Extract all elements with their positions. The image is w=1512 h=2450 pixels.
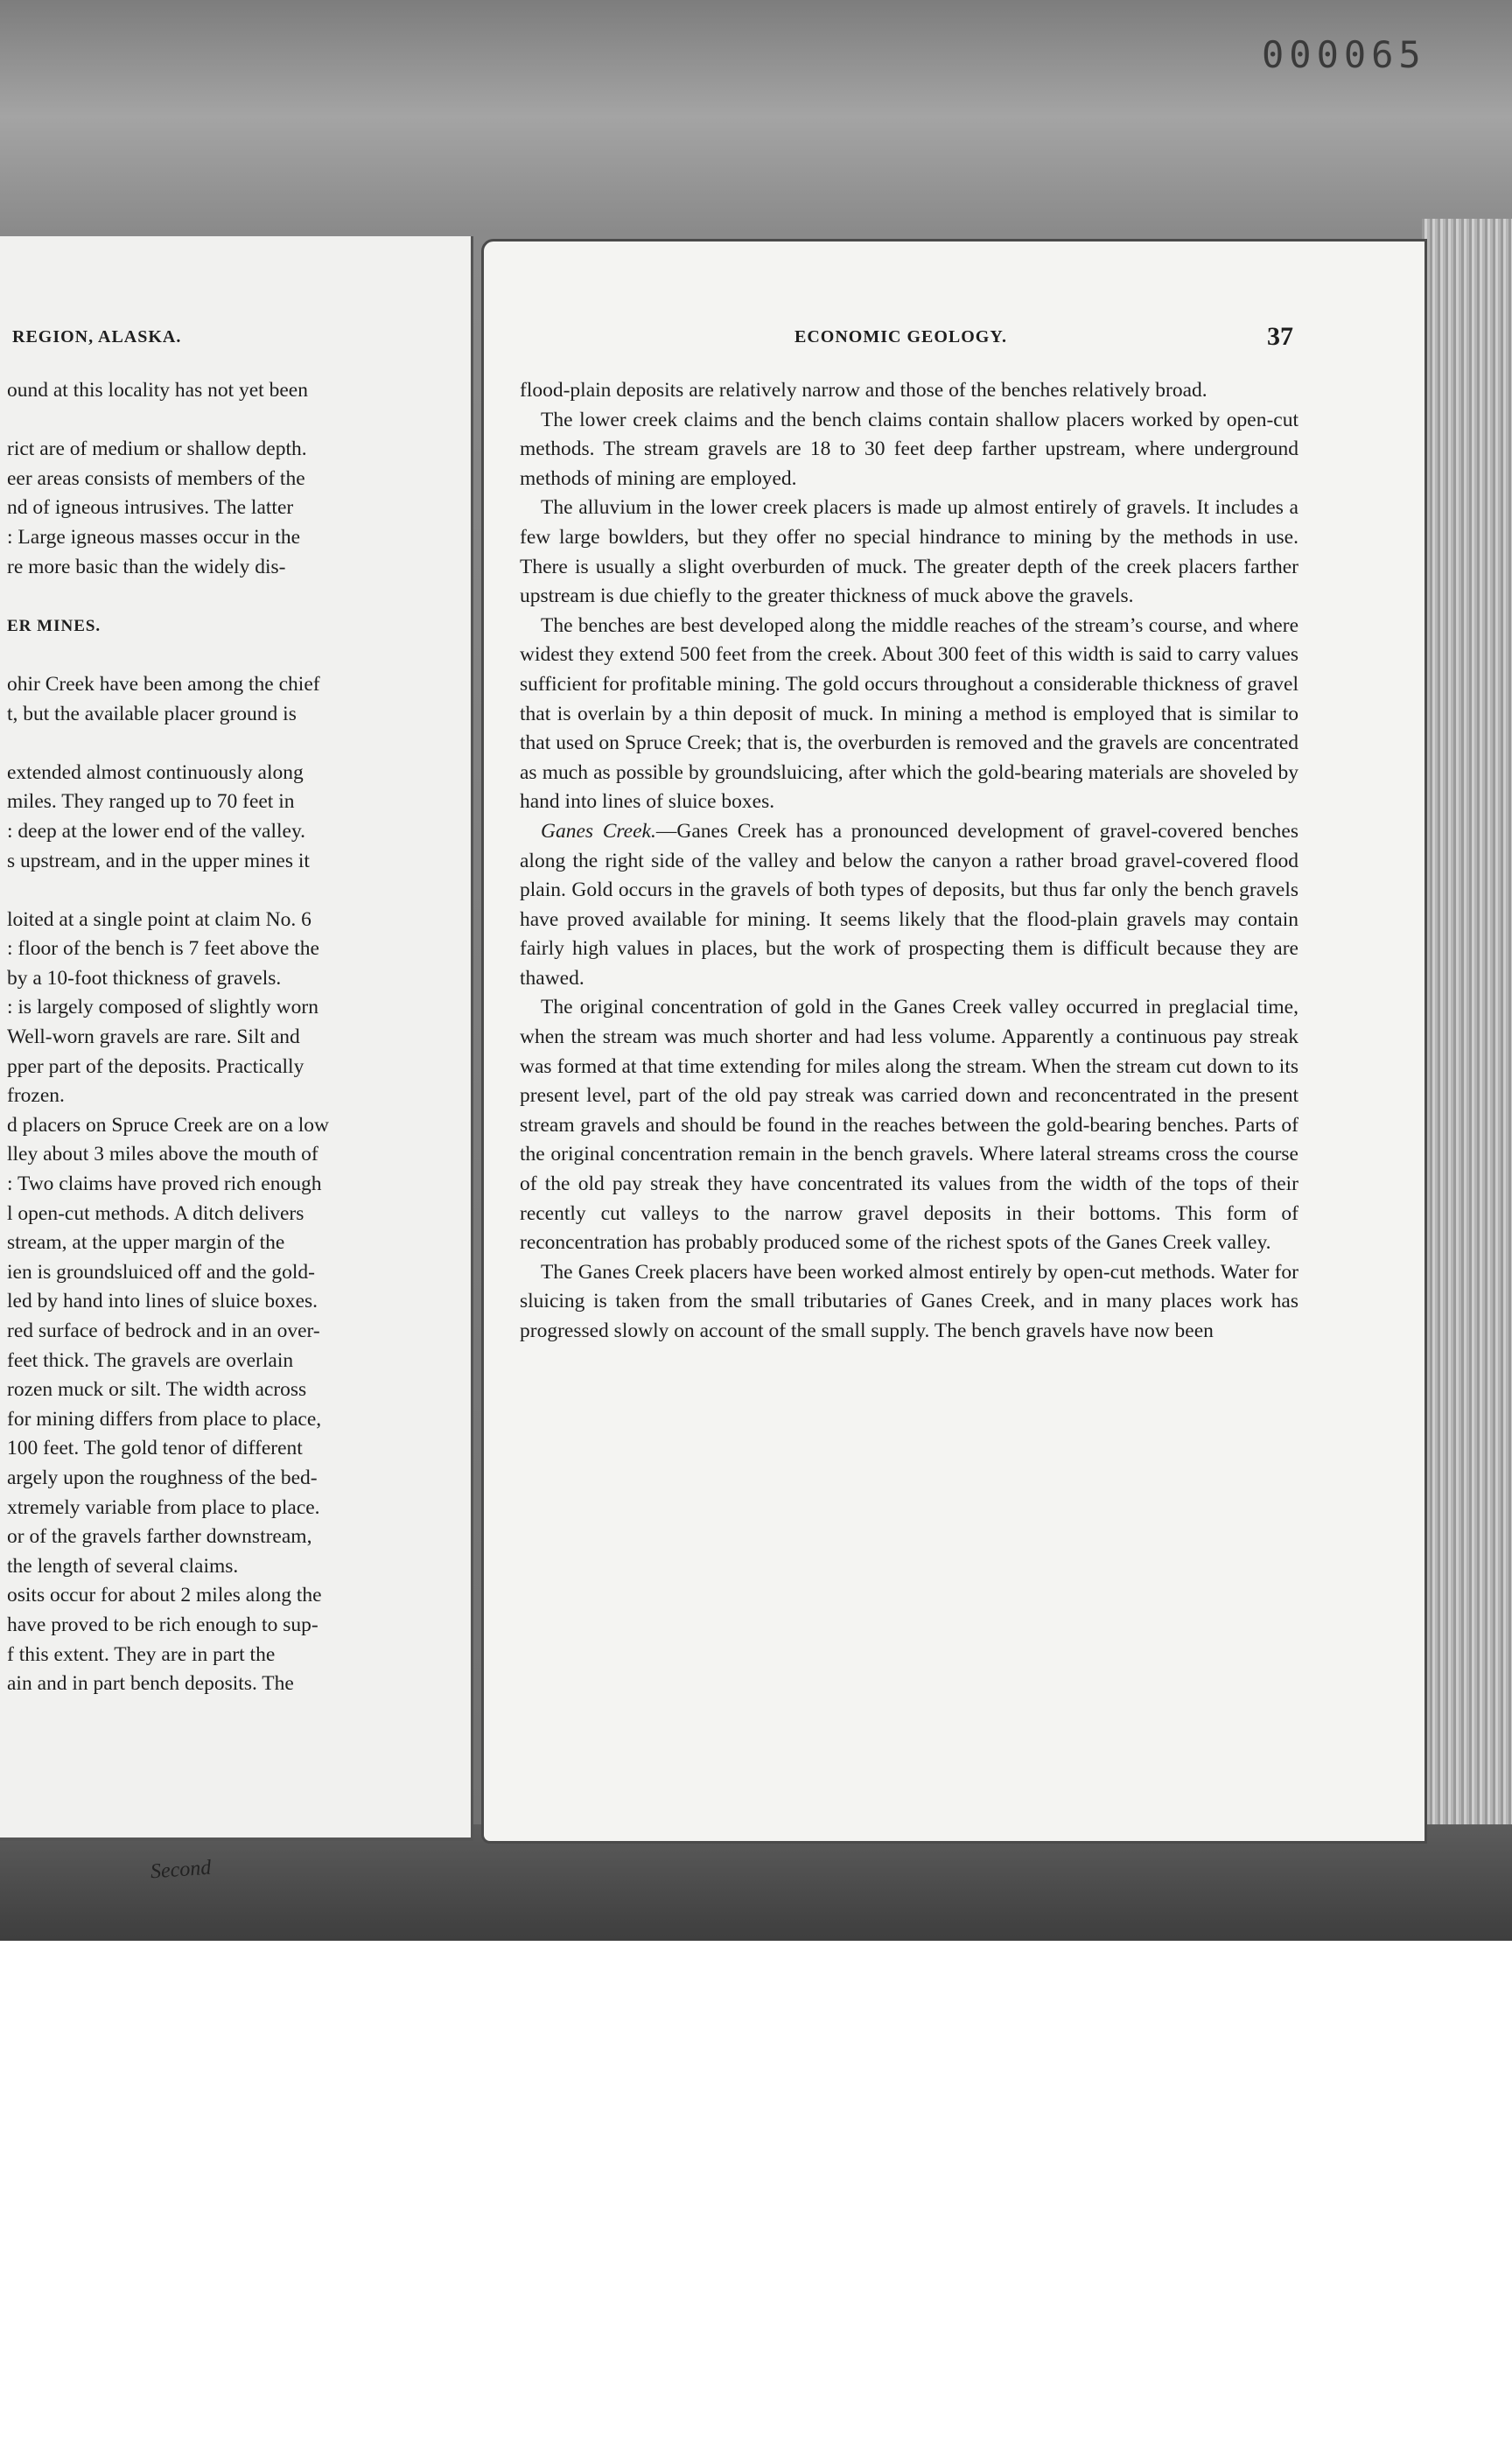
left-text-line: lley about 3 miles above the mouth of [7, 1143, 318, 1166]
paragraph-text: The benches are best developed along the middle reaches of the stream’s course, and where widest they extend 500 feet from the creek. About 300 feet of this width is said to carry values sufficient for profitable mining. The gold occurs throughout a considerable thickness of gravel that is overlain by a thin deposit of muck. In mining a method is employed that is similar to that used on Spruce Creek; that is, the overburden is removed and the gravels are concentrated as much as possible by groundsluicing, after which the gold-bearing materials are shoveled by hand into lines of sluice boxes. [520, 613, 1298, 814]
page-stack-edge [1422, 219, 1512, 1941]
left-text-line: t, but the available placer ground is [7, 702, 297, 725]
paragraph-text: The original concentration of gold in the Ganes Creek valley occurred in preglacial time, when the stream was much shorter and had less volume. Apparently a continuous pay streak was formed at that time extending for miles along the stream. When the stream cut down to its present level, part of the old pay streak was carried down and reconcentrated in the present stream gravels and should be found in the reaches between the gold-bearing benches. Parts of the original concentration remain in the bench gravels. Where lateral streams cross the course of the old pay streak they have concentrated its values from the width of the tops of their recently cut valleys to the narrow gravel deposits in their bottoms. This form of reconcentration has probably produced some of the richest spots of the Ganes Creek valley. [520, 996, 1298, 1255]
left-text-line: Well-worn gravels are rare. Silt and [7, 1026, 300, 1049]
left-text-line: the length of several claims. [7, 1554, 239, 1578]
left-text-line: l open-cut methods. A ditch delivers [7, 1201, 304, 1225]
body-paragraph [520, 612, 1298, 817]
left-text-line: osits occur for about 2 miles along the [7, 1584, 322, 1607]
left-text-line: f this extent. They are in part the [7, 1642, 276, 1666]
left-text-line: for mining differs from place to place, [7, 1407, 322, 1431]
left-text-line: ain and in part bench deposits. The [7, 1672, 294, 1696]
left-text-line: have proved to be rich enough to sup- [7, 1613, 318, 1636]
left-text-line: : floor of the bench is 7 feet above the [7, 937, 319, 961]
left-text-line: s upstream, and in the upper mines it [7, 849, 310, 872]
paragraph-text: The alluvium in the lower creek placers is made up almost entirely of gravels. It includes a few large bowlders, but they offer no special hindrance to mining by the methods in use. There is usually a slight overburden of muck. The greater depth of the creek placers farther upstream is due chiefly to the greater thickness of muck above the gravels. [520, 496, 1298, 608]
left-text-line: ohir Creek have been among the chief [7, 672, 320, 696]
left-text-line [7, 640, 432, 670]
left-text-line: d placers on Spruce Creek are on a low [7, 1113, 330, 1137]
left-text-line [7, 582, 432, 612]
left-text-line: pper part of the deposits. Practically [7, 1054, 304, 1078]
left-text-line: 100 feet. The gold tenor of different [7, 1437, 303, 1460]
left-text-line: frozen. [7, 1084, 65, 1108]
right-text-column [520, 376, 1298, 1347]
left-text-line: : Two claims have proved rich enough [7, 1172, 322, 1196]
left-text-line: loited at a single point at claim No. 6 [7, 907, 312, 931]
body-paragraph [520, 376, 1298, 406]
archive-stamp-number: 000065 [1262, 33, 1426, 76]
left-text-line: stream, at the upper margin of the [7, 1231, 285, 1255]
left-text-line: feet thick. The gravels are overlain [7, 1348, 294, 1372]
left-text-line: : deep at the lower end of the valley. [7, 819, 306, 843]
body-paragraph [520, 993, 1298, 1257]
left-text-line: re more basic than the widely dis- [7, 555, 286, 578]
left-text-line: red surface of bedrock and in an over- [7, 1320, 320, 1342]
left-text-line: extended almost continuously along [7, 760, 304, 784]
left-text-line: xtremely variable from place to place. [7, 1495, 320, 1519]
page-folio: 37 [1267, 322, 1293, 351]
left-text-line: rozen muck or silt. The width across [7, 1378, 307, 1402]
left-text-line: eer areas consists of members of the [7, 466, 305, 490]
left-text-line: miles. They ranged up to 70 feet in [7, 790, 295, 814]
paragraph-text: —Ganes Creek has a pronounced development of gravel-covered benches along the right side of the valley and below the canyon a rather broad gravel-covered flood plain. Gold occurs in the gravels of both types of deposits, but thus far only the bench gravels have proved available for mining. It seems likely that the flood-plain gravels may contain fairly high values in places, but the work of prospecting them is difficult because they are thawed. [520, 819, 1298, 990]
left-text-line [7, 406, 432, 436]
left-text-line: ound at this locality has not yet been [7, 379, 308, 402]
left-text-column [7, 376, 432, 1699]
left-text-line: led by hand into lines of sluice boxes. [7, 1290, 318, 1313]
left-text-line [7, 729, 432, 759]
left-text-line: ER MINES. [7, 616, 102, 635]
left-running-head: REGION, ALASKA. [12, 327, 182, 346]
body-paragraph [520, 406, 1298, 494]
margin-note: Second [150, 1856, 213, 1884]
left-text-line: ien is groundsluiced off and the gold- [7, 1260, 315, 1284]
left-text-line: : Large igneous masses occur in the [7, 525, 301, 549]
paragraph-text: The lower creek claims and the bench claims contain shallow placers worked by open-cut methods. The stream gravels are 18 to 30 feet deep farther upstream, where underground methods of mining are employed. [520, 408, 1298, 490]
left-text-line: nd of igneous intrusives. The latter [7, 496, 294, 520]
left-text-line [7, 876, 432, 906]
left-text-line: or of the gravels farther downstream, [7, 1525, 312, 1549]
left-text-line: by a 10-foot thickness of gravels. [7, 966, 282, 990]
left-text-line: rict are of medium or shallow depth. [7, 438, 307, 461]
body-paragraph [520, 494, 1298, 611]
body-paragraph [520, 817, 1298, 994]
section-lead: Ganes Creek. [541, 819, 656, 843]
left-text-line: : is largely composed of slightly worn [7, 996, 318, 1019]
body-paragraph [520, 1258, 1298, 1347]
right-running-head: ECONOMIC GEOLOGY. [794, 327, 1007, 346]
paragraph-text: The Ganes Creek placers have been worked almost entirely by open-cut methods. Water for sluicing is taken from the small tributaries of Ganes Creek, and in many places work has progressed slowly on account of the small supply. The bench gravels have now been [520, 1260, 1298, 1342]
left-text-line: argely upon the roughness of the bed- [7, 1466, 318, 1489]
paragraph-text: flood-plain deposits are relatively narrow and those of the benches relatively broad. [520, 379, 1208, 402]
